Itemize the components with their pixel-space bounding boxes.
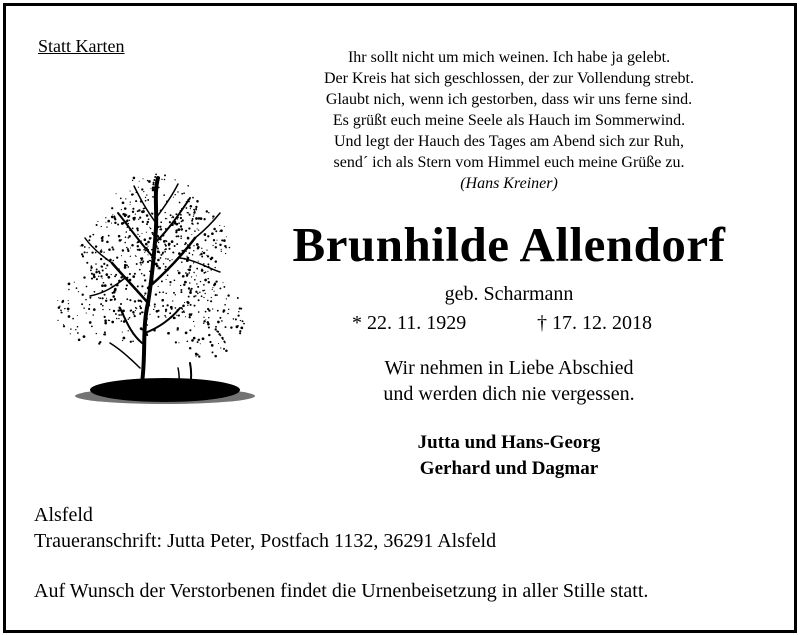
farewell-line: Wir nehmen in Liebe Abschied bbox=[384, 357, 634, 379]
farewell-line: und werden dich nie vergessen. bbox=[383, 383, 635, 405]
mourner-line: Gerhard und Dagmar bbox=[419, 458, 599, 479]
statt-karten-label: Statt Karten bbox=[38, 36, 125, 56]
footer bbox=[34, 502, 648, 604]
tree-illustration bbox=[30, 168, 255, 423]
poem-line: Glaubt nich, wenn ich gestorben, dass wir uns ferne sind. bbox=[325, 91, 693, 108]
poem-line: Und legt der Hauch des Tages am Abend sich zur Ruh, bbox=[333, 133, 685, 150]
funeral-wish: Auf Wunsch der Verstorbenen findet die Urnenbeisetzung in aller Stille statt. bbox=[34, 580, 649, 602]
poem bbox=[250, 47, 768, 194]
poem-author: (Hans Kreiner) bbox=[460, 175, 558, 192]
deceased-name: Brunhilde Allendorf bbox=[292, 217, 726, 272]
farewell-text bbox=[250, 355, 768, 407]
mourning-address: Traueranschrift: Jutta Peter, Postfach 1132, 36291 Alsfeld bbox=[34, 530, 497, 552]
death-date: † 17. 12. 2018 bbox=[537, 312, 652, 334]
maiden-name: geb. Scharmann bbox=[444, 283, 574, 305]
mourner-line: Jutta und Hans-Georg bbox=[417, 432, 601, 453]
poem-line: Ihr sollt nicht um mich weinen. Ich habe ja gelebt. bbox=[347, 49, 671, 66]
poem-line: send´ ich als Stern vom Himmel euch meine Grüße zu. bbox=[333, 154, 685, 171]
birth-date: * 22. 11. 1929 bbox=[352, 312, 467, 334]
poem-line: Der Kreis hat sich geschlossen, der zur Vollendung strebt. bbox=[324, 70, 694, 87]
poem-line: Es grüßt euch meine Seele als Hauch im Sommerwind. bbox=[332, 112, 686, 129]
place: Alsfeld bbox=[34, 504, 93, 526]
mourners bbox=[250, 430, 768, 482]
